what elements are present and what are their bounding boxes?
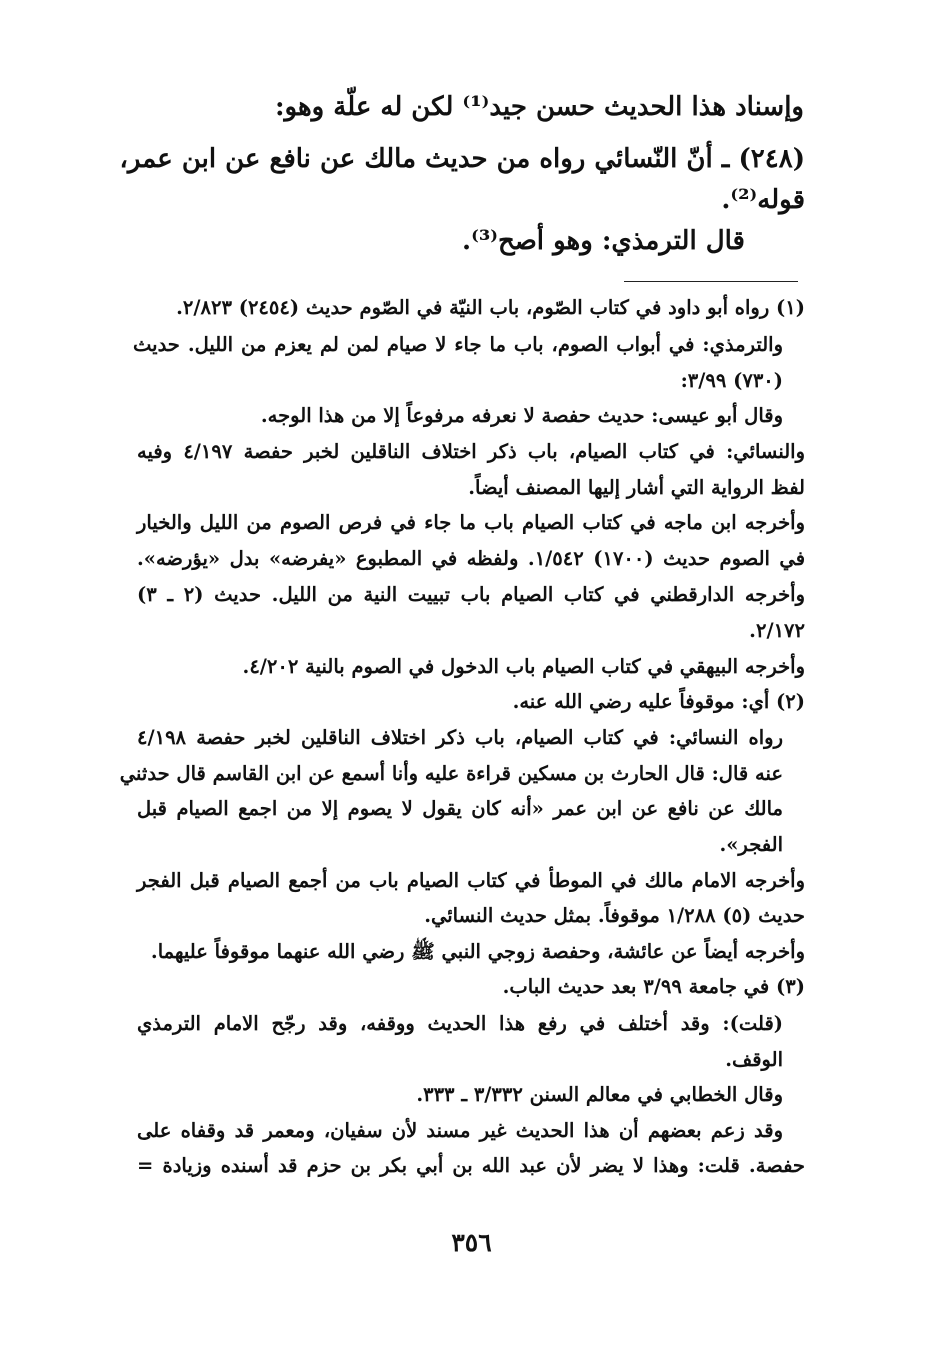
footnote-line: والترمذي: في أبواب الصوم، باب ما جاء لا صيام لمن لم يعزم من الليل. حديث	[133, 333, 783, 356]
footnote-line: الفجر».	[719, 833, 783, 856]
footnote-line: رواه النسائي: في كتاب الصيام، باب ذكر اختلاف الناقلين لخبر حفصة ٤/١٩٨	[137, 726, 783, 749]
footnote-line: حفصة. قلت: وهذا لا يضر لأن عبد الله بن أبي بكر بن حزم قد أسنده وزيادة =	[137, 1154, 805, 1177]
footnote-line: والنسائي: في كتاب الصيام، باب ذكر اختلاف الناقلين لخبر حفصة ٤/١٩٧ وفيه	[137, 440, 805, 463]
footnote-line: وقد زعم بعضهم أن هذا الحديث غير مسند لأن سفيان، ومعمر قد وقفاه على	[137, 1119, 784, 1142]
footnote-line: عنه قال: قال الحارث بن مسكين قراءة عليه وأنا أسمع عن ابن القاسم قال حدثني	[119, 762, 783, 785]
main-text-line-2: (٢٤٨) ـ أنّ النّسائي رواه من حديث مالك عن نافع عن ابن عمر،	[119, 144, 805, 174]
page-number: ٣٥٦	[451, 1228, 492, 1257]
footnote-line: حديث (٥) ١/٢٨٨ موقوفاً. بمثل حديث النسائي.	[424, 904, 805, 927]
main-text-line-3: قوله⁽²⁾.	[721, 185, 805, 215]
footnote-separator	[624, 281, 798, 282]
footnote-line: وأخرجه الامام مالك في الموطأ في كتاب الصيام باب من أجمع الصيام قبل الفجر	[137, 869, 805, 892]
footnote-line: وقال الخطابي في معالم السنن ٣/٣٣٢ ـ ٣٣٣.	[416, 1083, 783, 1106]
footnote-line: الوقف.	[725, 1048, 783, 1071]
main-text-line-4: قال الترمذي: وهو أصح⁽³⁾.	[462, 226, 745, 256]
footnote-line: ٢/١٧٢.	[749, 619, 805, 642]
footnote-line: لفظ الرواية التي أشار إليها المصنف أيضاً.	[468, 476, 805, 499]
footnote-line: في الصوم حديث (١٧٠٠) ١/٥٤٢. ولفظه في المطبوع «يفرضه» بدل «يؤرضه».	[137, 547, 806, 570]
footnote-line: مالك عن نافع عن ابن عمر «أنه كان يقول لا يصوم إلا من اجمع الصيام قبل	[137, 797, 783, 820]
footnote-line: (٧٣٠) ٣/٩٩:	[680, 369, 783, 392]
footnote-line: (٣) في جامعة ٣/٩٩ بعد حديث الباب.	[502, 975, 805, 998]
footnote-line: وأخرجه البيهقي في كتاب الصيام باب الدخول في الصوم بالنية ٤/٢٠٢.	[242, 655, 805, 678]
main-text-line-1: وإسناد هذا الحديث حسن جيد⁽¹⁾ لكن له علّة وهو:	[274, 92, 804, 122]
footnote-line: (٢) أي: موقوفاً عليه رضي الله عنه.	[512, 690, 805, 713]
footnote-line: (١) رواه أبو داود في كتاب الصّوم، باب النيّة في الصّوم حديث (٢٤٥٤) ٢/٨٢٣.	[176, 296, 805, 319]
footnote-line: وأخرجه الدارقطني في كتاب الصيام باب تبييت النية من الليل. حديث (٢ ـ ٣)	[137, 583, 805, 606]
footnote-line: وقال أبو عيسى: حديث حفصة لا نعرفه مرفوعاً إلا من هذا الوجه.	[260, 404, 783, 427]
footnote-line: وأخرجه أيضاً عن عائشة، وحفصة زوجي النبي ﷺ رضي الله عنهما موقوفاً عليهما.	[150, 940, 805, 963]
footnote-line: وأخرجه ابن ماجه في كتاب الصيام باب ما جاء في فرص الصوم من الليل والخيار	[137, 511, 805, 534]
footnote-line: (قلت): وقد أختلف في رفع هذا الحديث ووقفه، وقد رجّح الامام الترمذي	[137, 1012, 783, 1035]
